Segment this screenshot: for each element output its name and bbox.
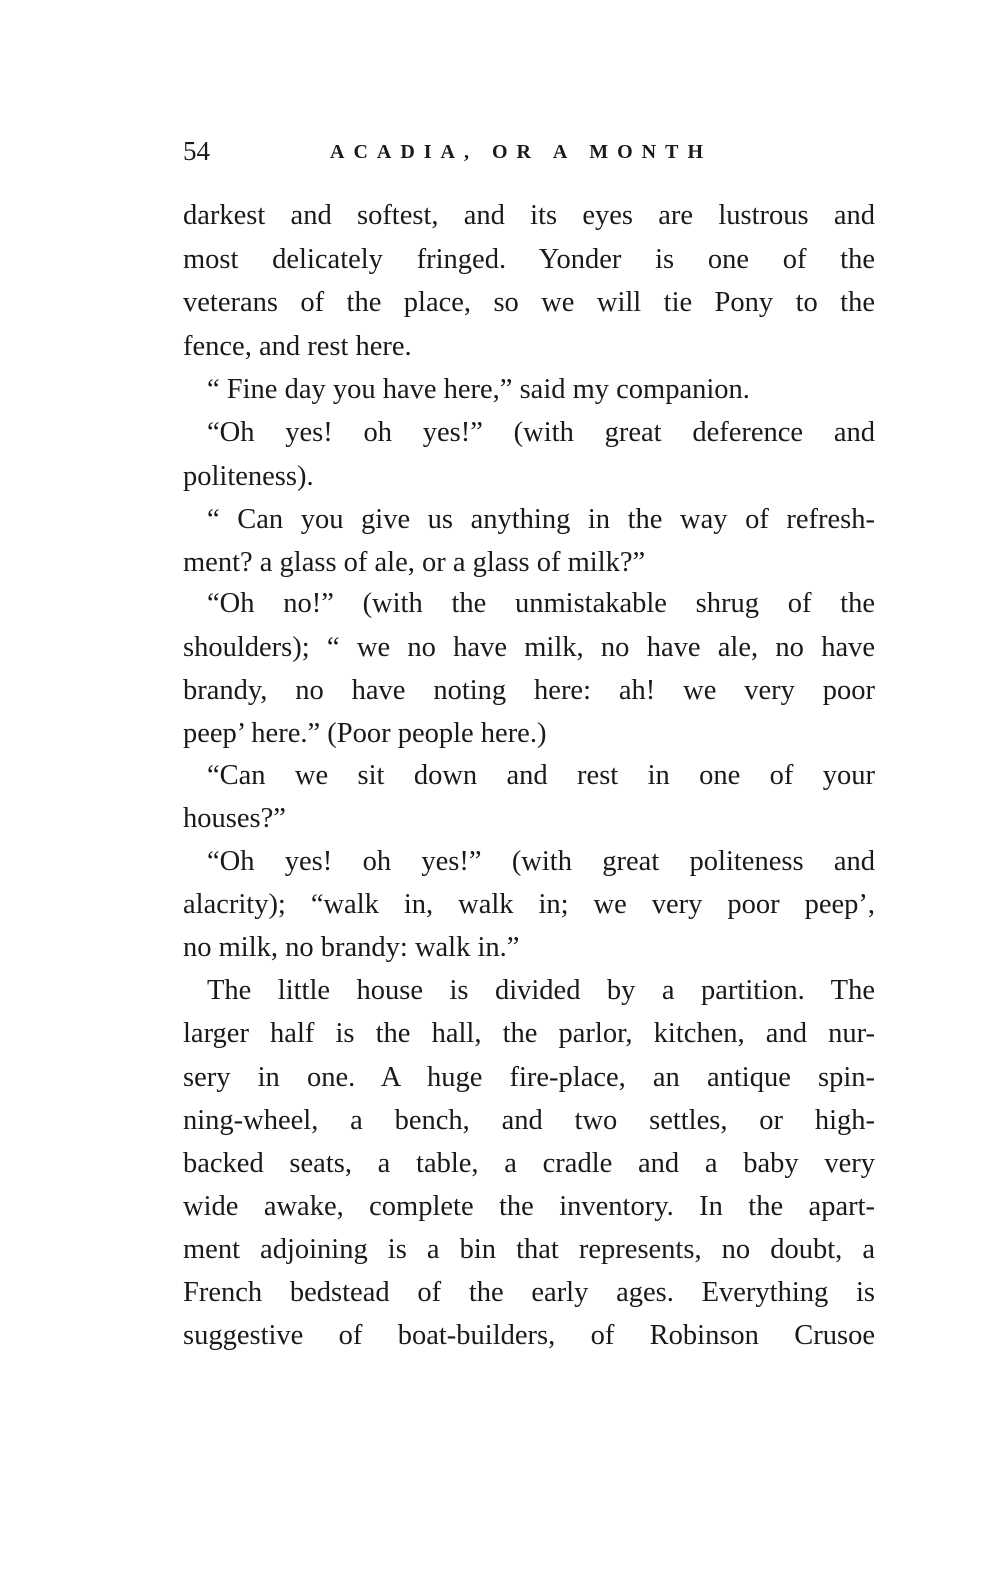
- text-line: “Oh yes! oh yes!” (with great politeness and: [207, 846, 875, 877]
- text-line: brandy, no have noting here: ah! we very poor: [183, 675, 875, 706]
- text-line: “ Fine day you have here,” said my companion.: [207, 374, 750, 405]
- text-line: larger half is the hall, the parlor, kitchen, and nur-: [183, 1018, 875, 1049]
- text-line: “ Can you give us anything in the way of refresh-: [207, 504, 875, 535]
- text-line: shoulders); “ we no have milk, no have ale, no have: [183, 632, 875, 663]
- text-line: alacrity); “walk in, walk in; we very poor peep’,: [183, 889, 875, 920]
- text-line: veterans of the place, so we will tie Pony to the: [183, 287, 875, 318]
- text-line: suggestive of boat-builders, of Robinson Crusoe: [183, 1320, 875, 1351]
- text-line: politeness).: [183, 461, 314, 492]
- text-line: no milk, no brandy: walk in.”: [183, 932, 520, 963]
- text-line: darkest and softest, and its eyes are lustrous and: [183, 200, 875, 231]
- text-line: The little house is divided by a partition. The: [207, 975, 875, 1006]
- page-number: 54: [183, 136, 210, 166]
- text-line: ning-wheel, a bench, and two settles, or high-: [183, 1105, 875, 1136]
- running-title: ACADIA, OR A MONTH: [330, 141, 713, 163]
- text-line: wide awake, complete the inventory. In the apart-: [183, 1191, 875, 1222]
- text-line: “Oh no!” (with the unmistakable shrug of the: [207, 588, 875, 619]
- text-line: fence, and rest here.: [183, 331, 412, 362]
- text-line: “Oh yes! oh yes!” (with great deference and: [207, 417, 875, 448]
- text-line: backed seats, a table, a cradle and a baby very: [183, 1148, 875, 1179]
- text-line: most delicately fringed. Yonder is one of the: [183, 244, 875, 275]
- text-line: sery in one. A huge fire-place, an antique spin-: [183, 1062, 875, 1093]
- text-line: peep’ here.” (Poor people here.): [183, 718, 547, 749]
- text-line: French bedstead of the early ages. Everything is: [183, 1277, 875, 1308]
- text-line: “Can we sit down and rest in one of your: [207, 760, 875, 791]
- text-line: ment? a glass of ale, or a glass of milk?”: [183, 547, 646, 578]
- text-line: houses?”: [183, 803, 286, 834]
- text-line: ment adjoining is a bin that represents, no doubt, a: [183, 1234, 875, 1265]
